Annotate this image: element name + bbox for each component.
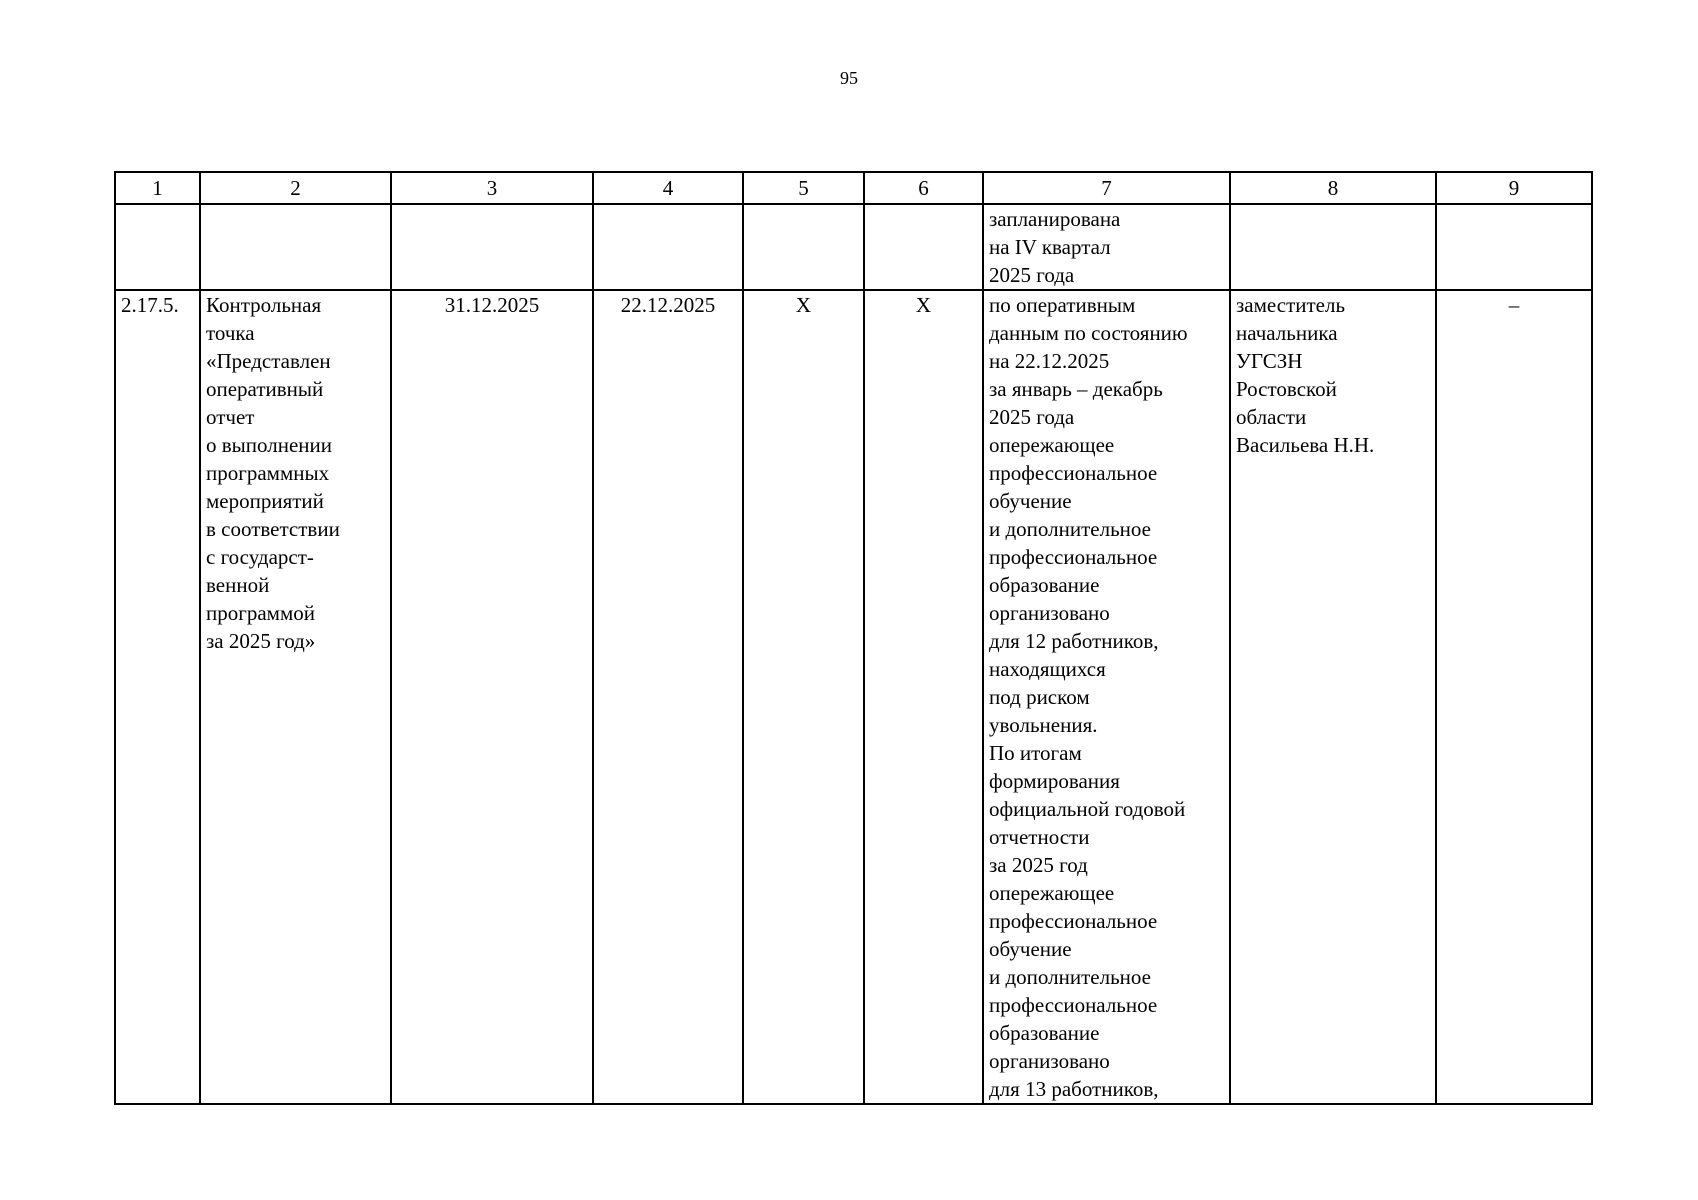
text-line: за 2025 год» [206, 629, 316, 653]
text-line: оперативный [206, 377, 324, 401]
text-line: организовано [989, 1049, 1110, 1073]
document-table [114, 171, 1593, 1105]
header-col-9: 9 [1436, 172, 1592, 204]
table-row-2-17-5 [115, 290, 1592, 1104]
control-point-name-cell [200, 290, 391, 1104]
text-line: формирования [989, 769, 1120, 793]
cell-empty [115, 204, 200, 290]
result-cell [983, 290, 1230, 1104]
cell-empty [864, 204, 983, 290]
text-line: организовано [989, 601, 1110, 625]
planned-date-cell: 31.12.2025 [391, 290, 593, 1104]
text-line: образование [989, 1021, 1100, 1045]
text-line: в соответствии [206, 517, 340, 541]
text-line: увольнения. [989, 713, 1098, 737]
header-col-1: 1 [115, 172, 200, 204]
text-line: заместитель [1236, 293, 1346, 317]
col9-cell: – [1436, 290, 1592, 1104]
table-row-continuation [115, 204, 1592, 290]
text-line: профессиональное [989, 909, 1158, 933]
row-number-cell: 2.17.5. [115, 290, 200, 1104]
text-line: Контрольная [206, 293, 322, 317]
text-line: профессиональное [989, 545, 1158, 569]
cell-empty [593, 204, 743, 290]
text-line: для 13 работников, [989, 1077, 1159, 1101]
text-line: опережающее [989, 433, 1115, 457]
header-col-2: 2 [200, 172, 391, 204]
cell-empty [743, 204, 864, 290]
text-line: запланирована [989, 207, 1121, 231]
text-line: образование [989, 573, 1100, 597]
text-line: мероприятий [206, 489, 324, 513]
cell-empty [200, 204, 391, 290]
header-col-8: 8 [1230, 172, 1436, 204]
text-line: официальной годовой [989, 797, 1186, 821]
text-line: на 22.12.2025 [989, 349, 1110, 373]
cell-empty [1436, 204, 1592, 290]
col5-cell: Х [743, 290, 864, 1104]
text-line: данным по состоянию [989, 321, 1188, 345]
text-line: Ростовской [1236, 377, 1337, 401]
text-line: обучение [989, 489, 1072, 513]
text-line: начальника [1236, 321, 1338, 345]
text-line: программных [206, 461, 330, 485]
text-line: отчет [206, 405, 255, 429]
text-line: точка [206, 321, 255, 345]
page-number: 95 [840, 68, 858, 88]
text-line: области [1236, 405, 1307, 429]
text-line: за 2025 год [989, 853, 1088, 877]
text-line: профессиональное [989, 993, 1158, 1017]
text-line: программой [206, 601, 315, 625]
text-line: профессиональное [989, 461, 1158, 485]
cell-empty [1230, 204, 1436, 290]
text-line: и дополнительное [989, 965, 1151, 989]
text-line: с государст- [206, 545, 314, 569]
header-col-6: 6 [864, 172, 983, 204]
text-line: по оперативным [989, 293, 1136, 317]
text-line: обучение [989, 937, 1072, 961]
text-line: отчетности [989, 825, 1090, 849]
text-line: 2025 года [989, 405, 1075, 429]
cell-empty [391, 204, 593, 290]
responsible-person-cell [1230, 290, 1436, 1104]
text-line: на IV квартал [989, 235, 1111, 259]
text-line: УГСЗН [1236, 349, 1303, 373]
header-col-4: 4 [593, 172, 743, 204]
header-col-7: 7 [983, 172, 1230, 204]
header-col-5: 5 [743, 172, 864, 204]
text-line: для 12 работников, [989, 629, 1159, 653]
text-line: и дополнительное [989, 517, 1151, 541]
text-line: Васильева Н.Н. [1236, 433, 1375, 457]
text-line: находящихся [989, 657, 1106, 681]
text-line: за январь – декабрь [989, 377, 1163, 401]
table-header-row [115, 172, 1592, 204]
text-line: опережающее [989, 881, 1115, 905]
text-line: о выполнении [206, 433, 332, 457]
text-line: венной [206, 573, 270, 597]
text-line: По итогам [989, 741, 1082, 765]
col6-cell: Х [864, 290, 983, 1104]
text-line: «Представлен [206, 349, 331, 373]
continuation-result-cell [983, 204, 1230, 290]
text-line: 2025 года [989, 263, 1075, 287]
actual-date-cell: 22.12.2025 [593, 290, 743, 1104]
text-line: под риском [989, 685, 1090, 709]
header-col-3: 3 [391, 172, 593, 204]
